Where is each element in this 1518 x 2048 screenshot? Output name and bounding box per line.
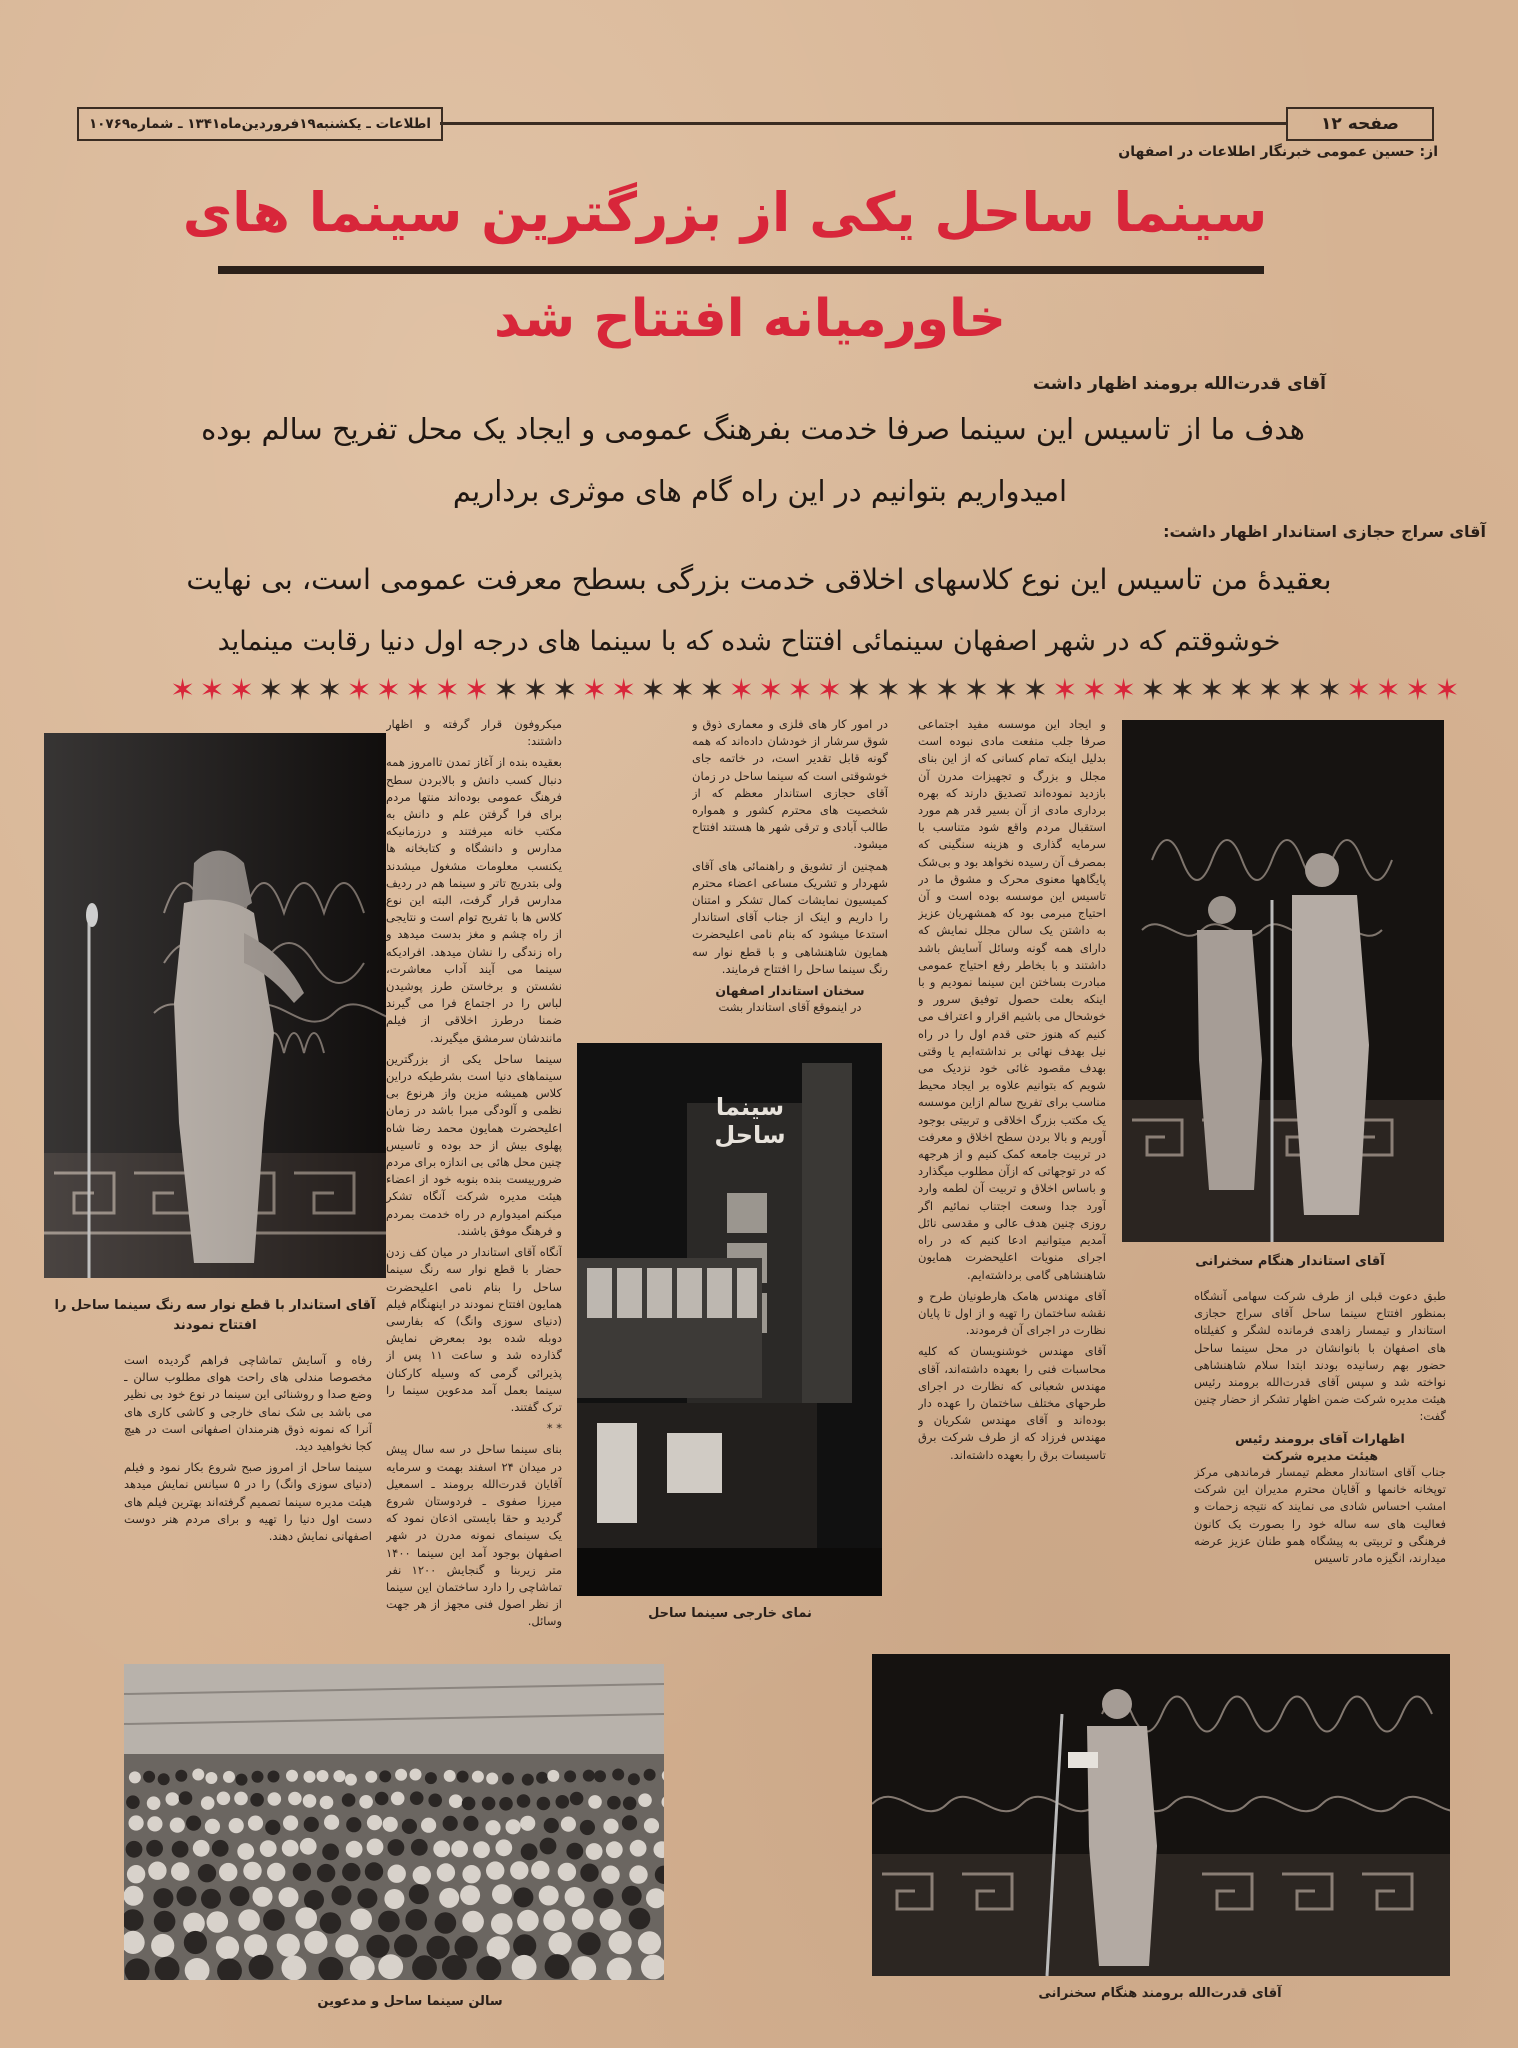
audience-head (192, 1769, 204, 1781)
audience-head (365, 1771, 377, 1783)
audience-head (444, 1770, 456, 1782)
audience-head (205, 1772, 217, 1784)
star-ornament: ✶ (611, 673, 637, 708)
audience-head (510, 1861, 528, 1879)
audience-head (462, 1865, 480, 1883)
audience-head (260, 1840, 277, 1857)
star-ornament: ✶ (1022, 673, 1048, 708)
audience-head (512, 1955, 537, 1980)
audience-head (383, 1817, 398, 1832)
audience-head (485, 1820, 500, 1835)
quote1-line-1: هدف ما از تاسیس این سینما صرفا خدمت بفرهنگ عمومی و ایجاد یک محل تفریح سالم بوده (201, 412, 1305, 446)
audience-head (405, 1909, 427, 1931)
audience-head (304, 1771, 316, 1783)
audience-head (522, 1774, 534, 1786)
star-ornament: ✶ (640, 673, 666, 708)
audience-head (205, 1819, 220, 1834)
byline: از: حسین عمومی خبرنگار اطلاعات در اصفهان (1118, 144, 1438, 160)
audience-head (539, 1886, 559, 1906)
audience-head (580, 1864, 598, 1882)
audience-head (126, 1841, 143, 1858)
star-ornament: ✶ (258, 673, 284, 708)
audience-head (622, 1886, 642, 1906)
col2-heading: سخنان استاندار اصفهان (715, 983, 865, 999)
star-ornament: ✶ (816, 673, 843, 708)
audience-head (184, 1931, 207, 1954)
headline-line-1: سینما ساحل یکی از بزرگترین سینما های (182, 181, 1268, 244)
audience-head (521, 1843, 538, 1860)
audience-head (346, 1817, 361, 1832)
audience-head (293, 1863, 311, 1881)
audience-head (217, 1792, 231, 1806)
audience-head (564, 1770, 576, 1782)
audience-head (570, 1792, 584, 1806)
audience-head (462, 1797, 476, 1811)
audience-head (151, 1934, 174, 1957)
star-ornament: ✶ (1434, 673, 1460, 708)
audience-head (300, 1838, 317, 1855)
audience-head (547, 1770, 559, 1782)
audience-head (237, 1843, 254, 1860)
audience-head (410, 1769, 422, 1781)
audience-head (250, 1793, 264, 1807)
audience-head (442, 1955, 467, 1980)
audience-head (229, 1818, 244, 1833)
audience-head (295, 1907, 317, 1929)
star-ornament: ✶ (905, 673, 931, 708)
audience-head (628, 1773, 640, 1785)
audience-head (638, 1793, 652, 1807)
audience-head (366, 1935, 389, 1958)
star-ornament: ✶ (1169, 673, 1195, 708)
audience-head (644, 1818, 659, 1833)
audience-head (277, 1934, 300, 1957)
audience-head (411, 1839, 428, 1856)
caption-ribbon-cutting: آقای استاندار با قطع نوار سه رنگ سینما ساحل را افتتاح نمودند (54, 1298, 376, 1333)
audience-head (623, 1797, 637, 1811)
audience-head (517, 1910, 539, 1932)
audience-head (572, 1908, 594, 1930)
audience-head (345, 1774, 357, 1786)
audience-head (186, 1816, 201, 1831)
star-ornament: ✶ (581, 673, 607, 708)
audience-head (179, 1791, 193, 1805)
audience-head (388, 1865, 406, 1883)
audience-head (243, 1862, 261, 1880)
audience-head (350, 1956, 375, 1980)
audience-head (357, 1888, 377, 1908)
star-ornament: ✶ (1052, 673, 1078, 708)
audience-head (193, 1840, 210, 1857)
audience-head (583, 1770, 595, 1782)
audience-head (304, 1817, 319, 1832)
audience-head (303, 1794, 317, 1808)
caption-cinema-facade: نمای خارجی سینما ساحل (648, 1606, 812, 1621)
star-ornament: ✶ (846, 673, 872, 708)
audience-head (600, 1909, 622, 1931)
dateline: اطلاعات ـ یکشنبه۱۹فروردین‌ماه۱۳۴۱ ـ شماره۱۰۷۶۹ (88, 116, 432, 132)
audience-head (249, 1955, 274, 1980)
col5-heading-1: اظهارات آقای برومند رئیس (1235, 1430, 1405, 1446)
audience-head (333, 1770, 345, 1782)
audience-head (207, 1911, 229, 1933)
audience-head (536, 1772, 548, 1784)
audience-head (594, 1770, 606, 1782)
star-ornament: ✶ (170, 673, 196, 708)
audience-head (216, 1936, 239, 1959)
audience-head (378, 1954, 403, 1979)
audience-head (638, 1931, 661, 1954)
audience-head (148, 1862, 166, 1880)
audience-head (248, 1816, 263, 1831)
audience-head (455, 1936, 478, 1959)
audience-head (606, 1841, 623, 1858)
star-ornament: ✶ (228, 673, 254, 708)
audience-head (335, 1934, 358, 1957)
star-ornament: ✶ (758, 673, 784, 708)
audience-head (622, 1815, 637, 1830)
audience-head (279, 1887, 299, 1907)
audience-head (457, 1771, 469, 1783)
audience-head (443, 1816, 458, 1831)
audience-head (252, 1771, 264, 1783)
audience-head (476, 1956, 501, 1980)
audience-head (342, 1863, 360, 1881)
audience-head (629, 1908, 651, 1930)
audience-head (388, 1839, 405, 1856)
star-ornament: ✶ (1111, 673, 1137, 708)
audience-head (578, 1932, 601, 1955)
star-ornament: ✶ (993, 673, 1019, 708)
star-ornament: ✶ (1258, 673, 1284, 708)
audience-head (473, 1841, 490, 1858)
audience-head (267, 1863, 285, 1881)
audience-head (486, 1773, 498, 1785)
star-ornament: ✶ (728, 673, 754, 708)
audience-head (409, 1884, 429, 1904)
paragraph: بنای سینما ساحل در سه سال پیش در میدان ۲۴ اسفند بهمت و سرمایه آقایان قدرت‌الله برومند ـ اسمعیل میرزا صفوی ـ فردوستان شروع گردید و حقا بایستی اذعان نمود که یک سینمای نمونه مدرن در شهر اصفهان بوجود آمد این سینما ۱۴۰۰ متر زیربنا و گنجایش ۱۲۰۰ نفر تماشاچی را دارد ساختمان این سینما از نظر اصول فنی مجهز از هر جهت وسائل. (386, 1442, 562, 1629)
audience-head (367, 1815, 382, 1830)
article-column-1 (918, 716, 1106, 1596)
audience-head (412, 1955, 437, 1980)
audience-head (421, 1818, 436, 1833)
audience-head (391, 1792, 405, 1806)
audience-head (365, 1862, 383, 1880)
audience-head (322, 1844, 339, 1861)
quote2-line-2: خوشوقتم که در شهر اصفهان سینمائی افتتاح شده که با سینما های درجه اول دنیا رقابت مینماید (217, 626, 1281, 657)
audience-head (282, 1956, 307, 1981)
star-ornament: ✶ (1228, 673, 1254, 708)
audience-head (558, 1863, 576, 1881)
audience-head (491, 1913, 513, 1935)
star-ornament: ✶ (375, 673, 401, 708)
audience-head (263, 1909, 285, 1931)
paragraph: طبق دعوت قبلی از طرف شرکت سهامی آنشگاه بمنظور افتتاح سینما ساحل آقای سراج حجازی استاندار و تیمسار زاهدی فرمانده لشگر و کفیلتاه های اصفهان با بانوانشان در محل سینما ساحل حضور بهم رسانیده بودند ابتدا سلام شاهنشاهی نواخته شد و سپس آقای قدرت‌الله برومند رئیس هیئت مدیره شرکت ضمن اظهار تشکر از حضار چنین گفت: (1194, 1289, 1446, 1424)
audience-head (531, 1861, 549, 1879)
paragraph: در امور کار های فلزی و معماری ذوق و شوق سرشار از خودشان داده‌اند که همه گونه قابل تقدیر است، در خاتمه جای خوشوقتی است که سینما ساحل در زمان آقای حجازی استاندار معظم که از شخصیت های محترم کشور و همواره طالب آبادی و ترقی شهر ها هستند افتتاح میشود. (692, 717, 888, 852)
audience-head (320, 1796, 334, 1810)
audience-head (172, 1841, 189, 1858)
audience-head (499, 1797, 513, 1811)
audience-head (588, 1795, 602, 1809)
star-ornament: ✶ (405, 673, 431, 708)
photo-audience-hall (124, 1664, 664, 1980)
audience-head (238, 1909, 260, 1931)
star-ornament: ✶ (875, 673, 901, 708)
article-column-3 (386, 716, 562, 1646)
star-ornament: ✶ (1081, 673, 1107, 708)
audience-head (437, 1863, 455, 1881)
audience-head (147, 1816, 162, 1831)
star-ornament: ✶ (552, 673, 578, 708)
quote2-attribution: آقای سراج حجازی استاندار اظهار داشت: (1163, 522, 1486, 541)
audience-head (171, 1862, 189, 1880)
audience-head (286, 1770, 298, 1782)
audience-head (324, 1815, 339, 1830)
photo-cinema-facade (577, 1043, 882, 1596)
star-ornament: ✶ (464, 673, 490, 708)
audience-head (201, 1889, 221, 1909)
audience-head (520, 1816, 535, 1831)
audience-head (183, 1913, 205, 1935)
paragraph: سینما ساحل یکی از بزرگترین سینماهای دنیا است بشرطیکه دراین کلاس همیشه مزین واز هرنوع بی نظمی و آلودگی مبرا باشد در زمان اعلیحضرت همایون محمد رضا شاه پهلوی بیش از حد بوده و تاسیس چنین محل هائی بی اندازه برای مردم ضرورییست بنده بنوبه خود از اعضاء هیئت مدیره شرکت آنگاه تشکر میکنم امیدوارم در راه خدمت بمردم و فرهنگ موفق باشند. (386, 1051, 562, 1238)
audience-head (549, 1932, 572, 1955)
headline-rule (218, 266, 1264, 274)
photo-boroumand-speech (872, 1654, 1450, 1976)
audience-head (427, 1936, 450, 1959)
dateline-box (77, 107, 443, 141)
audience-head (556, 1795, 570, 1809)
audience-head (153, 1888, 173, 1908)
article-column-2 (692, 716, 888, 1038)
audience-head (451, 1841, 468, 1858)
paragraph: سینما ساحل از امروز صبح شروع بکار نمود و فیلم (دنیای سوزی وانگ) را در ۵ سیانس نمایش میدهد هیئت مدیره سینما تصمیم گرفته‌اند بهترین فیلم های دست اول دنیا را تهیه و برای مردم هنر دوست اصفهانی نمایش دهند. (124, 1460, 372, 1544)
quote1-attribution: آقای قدرت‌الله برومند اظهار داشت (1032, 374, 1326, 394)
audience-head (234, 1792, 248, 1806)
audience-head (332, 1885, 352, 1905)
audience-head (268, 1792, 282, 1806)
audience-head (230, 1886, 250, 1906)
audience-head (126, 1795, 140, 1809)
caption-boroumand-speech: آقای قدرت‌الله برومند هنگام سخنرانی (1038, 1986, 1282, 2001)
audience-head (282, 1840, 299, 1857)
audience-head (379, 1770, 391, 1782)
audience-head (223, 1771, 235, 1783)
audience-head (304, 1931, 327, 1954)
audience-head (342, 1793, 356, 1807)
audience-head (472, 1771, 484, 1783)
star-ornament: ✶ (1140, 673, 1166, 708)
paragraph: همچنین از تشویق و راهنمائی های آقای شهردار و تشریک مساعی اعضاء محترم کمیسیون نمایشات کمال تشکر و امتنان را داریم و اینک از جناب آقای استاندار استدعا میشود که بنام نامی اعلیحضرت همایون شاهنشاهی و با قطع نوار سه رنگ سینما ساحل را افتتاح فرمایند. (692, 858, 888, 976)
audience-head (607, 1796, 621, 1810)
audience-head (603, 1819, 618, 1834)
caption-governor-speech: آقای استاندار هنگام سخنرانی (1195, 1254, 1385, 1269)
audience-head (127, 1865, 145, 1883)
audience-head (463, 1816, 478, 1831)
audience-head (219, 1863, 237, 1881)
audience-head (253, 1887, 273, 1907)
star-ornament: ✶ (1375, 673, 1401, 708)
audience-head (462, 1911, 484, 1933)
audience-head (435, 1912, 457, 1934)
star-ornament: ✶ (963, 673, 990, 708)
audience-head (492, 1884, 512, 1904)
audience-head (288, 1792, 302, 1806)
facade-sign-text: سینما ساحل (714, 1093, 786, 1149)
audience-head (630, 1840, 647, 1857)
star-ornament: ✶ (699, 673, 725, 708)
audience-head (517, 1794, 531, 1808)
audience-head (402, 1819, 417, 1834)
col2-tail: در اینموقع آقای استاندار بشت (718, 1000, 862, 1015)
paragraph: آقای مهندس خوشنویسان که کلیه محاسبات فنی را بعهده داشته‌اند، آقای مهندس شعبانی که نظارت در اجرای طرحهای مختلف ساختمان را عهده دار بوده‌اند و آقای مهندس شکریان و مهندس فرزاد که از طرف شرکت برق تاسیسات برق را بعهده داشته‌اند. (918, 1344, 1106, 1462)
decorative-star-row (170, 674, 1460, 708)
audience-head (601, 1866, 619, 1884)
paragraph: * * (546, 1421, 562, 1436)
caption-audience-hall: سالن سینما ساحل و مدعوین (317, 1994, 503, 2009)
audience-head (460, 1885, 480, 1905)
audience-head (571, 1956, 596, 1980)
paragraph: میکروفون قرار گرفته و اظهار داشتند: (386, 717, 562, 749)
article-column-4 (124, 1352, 372, 1642)
audience-head (244, 1934, 267, 1957)
paragraph: رفاه و آسایش تماشاچی فراهم گردیده است مخصوصا مندلی های راحت هوای مطلوب سالن ـ وضع صدا و روشنائی این سینما در نوع خود بی نظیر می باشد بی شک نمای خارجی و کاشی کاری های آنرا که نمونه ذوق هنرمندان اصفهانی است در هیچ کجا نخواهید دید. (124, 1353, 372, 1454)
star-ornament: ✶ (669, 673, 696, 708)
audience-head (566, 1843, 583, 1860)
audience-head (378, 1911, 400, 1933)
audience-head (129, 1771, 141, 1783)
paragraph: و ایجاد این موسسه مفید اجتماعی صرفا جلب منفعت مادی نبوده است بدلیل اینکه تمام کسانی که از این بنای مجلل و بزرگ و تجهیزات مدرن آن بازدید نموده‌اند تصدیق دارند که بهره برداری مادی از آن بسیر قدر هم مورد استقبال مردم واقع شود متناسب با سرمایه گذاری و هزینه سنگینی که بمصرف آن رسیده نخواهد بود و بی‌شک پایگاهها معنوی محرک و مشوق ما در تاسیس این موسسه بوده است و آن احتیاج مبرمی بود که همشهریان عزیز به داشتن یک سالن مجلل نمایش که دارای همه گونه وسائل آسایش باشد داشتند و با بخاطر رفع احتیاج عمومی مبادرت بساختن این سینما نمودیم و با اینکه بعلت حصول توفیق سرور و خوشحال می باشیم اقرار و اعتراف می کنیم که هنوز حتی قدم اول را در راه نیل بهدف نهائی بر نداشته‌ایم یا وقتی بهدف مقصود غائی خود نزدیک می شویم که بتوانیم علاوه بر ایجاد محیط مناسب برای تفریح سالم ازاین موسسه یک مکتب بزرگ اخلاقی و تربیتی بوجود آوریم و بالا بردن سطح اخلاق و معرفت در تربیت جامعه کمک کنیم و از هرجهه که در توجهاتی که ازآن مطلوب میگذارد و باساس اخلاق و تربیت آن لطمه وارد آورد جدا وسعت اجتناب نمائیم اگر روزی چنین هدف عالی و مقدسی نائل آمدیم میتوانیم ادعا کنیم که در راه اجرای منویات اعلیحضرت همایون شاهنشاهی گامی برداشته‌ایم. (918, 717, 1106, 1282)
audience-head (359, 1795, 373, 1809)
headline-line-2: خاورمیانه افتتاح شد (494, 289, 1006, 349)
quote1-line-2: امیدواریم بتوانیم در این راه گام های موثری برداریم (452, 474, 1068, 508)
paragraph: جناب آقای استاندار معظم تیمسار فرماندهی مرکز توپخانه خانمها و آقایان محترم مدیران این شرکت امشب احساس شادی می نمایند که نتیجه زحمات و فعالیت های سه ساله خود را بصورت یک کانون فرهنگی و تربیتی به پیشگاه همو طنان عزیز عرضه میدارند، انگیزه مادر تاسیس (1194, 1465, 1446, 1566)
header-rule (440, 122, 1286, 125)
audience-head (513, 1887, 533, 1907)
star-ornament: ✶ (934, 673, 960, 708)
audience-head (495, 1839, 512, 1856)
article-column-5 (1194, 1288, 1446, 1644)
audience-head (346, 1841, 363, 1858)
audience-head (543, 1909, 565, 1931)
audience-head (482, 1797, 496, 1811)
paragraph: آنگاه آقای استاندار در میان کف زدن حضار با قطع نوار سه رنگ سینما ساحل را بنام نامی اعلیحضرت همایون افتتاح نمودند در اینهنگام فیلم (دنیای سوزی وانگ) که بفارسی دوبله شده بود بمعرض نمایش گذارده شد و ساعت ۱۱ پس از پذیرائی گرمی که وسیله کارکنان سینما بعمل آمد مدعوین سینما را ترک گفتند. (386, 1245, 562, 1414)
star-ornament: ✶ (1287, 673, 1313, 708)
audience-head (317, 1864, 335, 1882)
photo-governor-speech (1122, 720, 1444, 1242)
audience-head (367, 1839, 384, 1856)
star-ornament: ✶ (317, 673, 343, 708)
page-number-box (1286, 107, 1434, 141)
star-ornament: ✶ (199, 673, 225, 708)
audience-head (487, 1936, 510, 1959)
audience-head (265, 1820, 280, 1835)
audience-head (198, 1864, 216, 1882)
audience-head (317, 1770, 329, 1782)
star-ornament: ✶ (346, 673, 372, 708)
audience-head (375, 1792, 389, 1806)
audience-head (124, 1886, 143, 1906)
audience-head (146, 1840, 163, 1857)
audience-head (629, 1865, 647, 1883)
audience-head (586, 1843, 603, 1860)
star-ornament: ✶ (787, 673, 813, 708)
audience-head (177, 1886, 197, 1906)
audience-head (561, 1817, 576, 1832)
audience-head (593, 1888, 613, 1908)
audience-head (236, 1774, 248, 1786)
audience-head (413, 1866, 431, 1884)
audience-head (384, 1889, 404, 1909)
audience-head (154, 1911, 176, 1933)
audience-head (201, 1796, 215, 1810)
star-ornament: ✶ (1346, 673, 1372, 708)
audience-head (268, 1771, 280, 1783)
audience-head (212, 1840, 229, 1857)
audience-head (644, 1769, 656, 1781)
star-ornament: ✶ (1199, 673, 1225, 708)
audience-head (425, 1772, 437, 1784)
audience-head (428, 1794, 442, 1808)
photo-ribbon-cutting (44, 733, 386, 1278)
audience-head (395, 1769, 407, 1781)
audience-head (170, 1818, 185, 1833)
audience-head (502, 1773, 514, 1785)
audience-head (612, 1769, 624, 1781)
audience-head (544, 1818, 559, 1833)
col5-heading-2: هیئت مدیره شرکت (1261, 1447, 1379, 1463)
audience-head (580, 1820, 595, 1835)
star-ornament: ✶ (493, 673, 519, 708)
audience-head (158, 1773, 170, 1785)
audience-head (449, 1794, 463, 1808)
audience-head (540, 1838, 557, 1855)
audience-head (147, 1796, 161, 1810)
audience-head (166, 1792, 180, 1806)
paragraph: آقای مهندس هامک هارطونیان طرح و نقشه ساختمان را تهیه و از اول تا پایان نظارت در اجرای آن فرمودند. (918, 1288, 1106, 1338)
audience-head (129, 1815, 144, 1830)
audience-head (410, 1791, 424, 1805)
page-number: صفحه ۱۲ (1321, 114, 1399, 134)
audience-head (537, 1797, 551, 1811)
audience-head (304, 1890, 324, 1910)
audience-head (394, 1934, 417, 1957)
audience-head (513, 1934, 536, 1957)
star-ornament: ✶ (434, 673, 460, 708)
audience-head (565, 1887, 585, 1907)
audience-head (283, 1815, 298, 1830)
star-ornament: ✶ (1405, 673, 1431, 708)
star-ornament: ✶ (522, 673, 549, 708)
star-ornament: ✶ (1316, 673, 1342, 708)
audience-head (506, 1819, 521, 1834)
paragraph: بعقیده بنده از آغاز تمدن تاامروز همه دنبال کسب دانش و بالابردن سطح فرهنگ عمومی بوده‌اند منتها مردم برای فرا گرفتن علم و دانش به مکتب خانه میرفتند و درزمانیکه مدارس و دانشگاه و کتابخانه ها یکنسب معلومات مشغول میشدند ولی بتدریج تاتر و سینما هم در ردیف مدارس قرار گرفت، البته این نوع کلاس ها با تفریح توام است و نتایجی از راه چشم و مغز بدست میدهد و راه زندگی را نشان میدهد. افرادیکه سینما می آیند آداب معاشرت، نشستن و برخاستن طرز پوشیدن لباس را در اجتماع فرا می گیرند ضمنا درطرز اخلاقی از فیلم مانندشان سرمشق میگیرند. (386, 755, 562, 1045)
audience-head (350, 1909, 372, 1931)
star-ornament: ✶ (287, 673, 313, 708)
audience-head (143, 1771, 155, 1783)
quote2-line-1: بعقیدهٔ من تاسیس این نوع کلاسهای اخلاقی خدمت بزرگی بسطح معرفت عمومی است، بی نهایت (186, 563, 1332, 596)
audience-head (486, 1861, 504, 1879)
audience-head (545, 1954, 570, 1979)
audience-head (609, 1931, 632, 1954)
audience-head (320, 1912, 342, 1934)
audience-head (439, 1888, 459, 1908)
audience-head (175, 1770, 187, 1782)
audience-head (433, 1841, 450, 1858)
